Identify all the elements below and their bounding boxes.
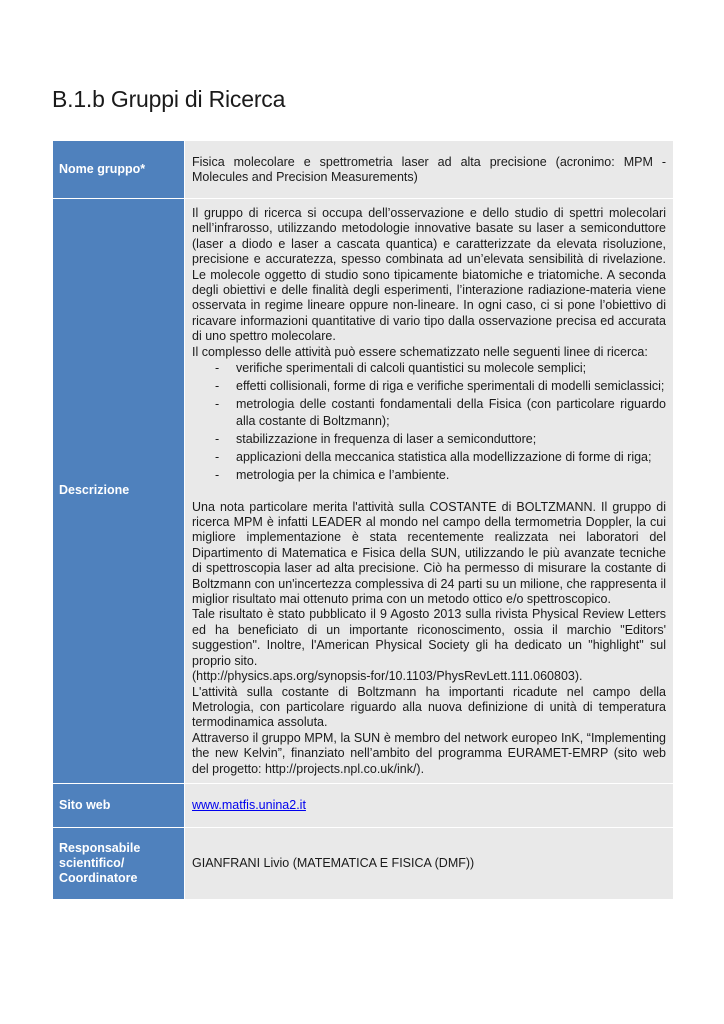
list-item: - stabilizzazione in frequenza di laser a semiconduttore; (215, 431, 666, 449)
sito-web-value (185, 783, 674, 827)
website-link[interactable]: www.matfis.unina2.it (192, 798, 306, 813)
list-item: - metrologia per la chimica e l’ambiente. (215, 467, 666, 485)
responsabile-value: GIANFRANI Livio (MATEMATICA E FISICA (DMF)) (185, 827, 674, 899)
nome-gruppo-value: Fisica molecolare e spettrometria laser ad alta precisione (acronimo: MPM - Molecules and Precision Measurements) (185, 141, 674, 199)
publication-paragraph: Tale risultato è stato pubblicato il 9 Agosto 2013 sulla rivista Physical Review Letters ed ha beneficiato di un importante riconoscimento, ossia il marchio "Editors' suggestion". Inoltre, l'American Physical Society gli ha dedicato un "highlight" sul proprio sito. (192, 607, 666, 668)
paragraph-spacer (192, 485, 666, 500)
table-row-descrizione (53, 199, 674, 784)
research-lines-list (192, 360, 666, 485)
list-item: - applicazioni della meccanica statistica alla modellizzazione di forme di riga; (215, 449, 666, 467)
metrology-paragraph: L'attività sulla costante di Boltzmann ha importanti ricadute nel campo della Metrologia, con particolare riguardo alla nuova definizione di unità di temperatura termodinamica assoluta. (192, 684, 666, 730)
boltzmann-paragraph: Una nota particolare merita l'attività sulla COSTANTE di BOLTZMANN. Il gruppo di ricerca MPM è infatti LEADER al mondo nel campo della termometria Doppler, la cui migliore implementazione è stata recentemente realizzata nei laboratori del Dipartimento di Matematica e Fisica della SUN, utilizzando le più avanzate tecniche di spettroscopia laser ad alta precisione. Ciò ha permesso di misurare la costante di Boltzmann con un'incertezza complessiva di 24 parti su un milione, che rappresenta il miglior risultato mai ottenuto prima con un metodo ottico e/o spettroscopico. (192, 499, 666, 607)
table-row-sito-web (53, 783, 674, 827)
descrizione-label: Descrizione (53, 199, 185, 784)
list-item: - verifiche sperimentali di calcoli quantistici su molecole semplici; (215, 360, 666, 378)
descrizione-intro: Il gruppo di ricerca si occupa dell’osservazione e dello studio di spettri molecolari nell’infrarosso, utilizzando metodologie innovative basate su laser a semiconduttore (laser a diodo e laser a cascata quantica) e caratterizzate da elevata risoluzione, precisione e accuratezza, spesso combinata ad un’elevata sensibilità di rivelazione. Le molecole oggetto di studio sono tipicamente biatomiche e triatomiche. A seconda degli obiettivi e delle finalità degli esperimenti, l’interazione radiazione-materia viene osservata in regime lineare oppure non-lineare. In ogni caso, ci si pone l’obiettivo di ricavare informazioni quantitative di vario tipo dalla osservazione precisa ed accurata di uno spettro molecolare. (192, 206, 666, 344)
research-group-table (52, 140, 674, 900)
list-item: - effetti collisionali, forme di riga e verifiche sperimentali di modelli semiclassici; (215, 378, 666, 396)
sito-web-label: Sito web (53, 783, 185, 827)
list-item: - metrologia delle costanti fondamentali della Fisica (con particolare riguardo alla costante di Boltzmann); (215, 396, 666, 432)
descrizione-list-intro: Il complesso delle attività può essere schematizzato nelle seguenti linee di ricerca: (192, 344, 648, 359)
descrizione-value (185, 199, 674, 784)
table-row-nome-gruppo (53, 141, 674, 199)
nome-gruppo-label: Nome gruppo* (53, 141, 185, 199)
table-row-responsabile (53, 827, 674, 899)
responsabile-label: Responsabile scientifico/ Coordinatore (53, 827, 185, 899)
page-title: B.1.b Gruppi di Ricerca (52, 86, 286, 112)
ink-network-paragraph: Attraverso il gruppo MPM, la SUN è membro del network europeo InK, “Implementing the new Kelvin”, finanziato nell’ambito del programma EURAMET-EMRP (sito web del progetto: http://projects.npl.co.uk/ink/). (192, 730, 666, 776)
aps-link-paragraph: (http://physics.aps.org/synopsis-for/10.1103/PhysRevLett.111.060803). (192, 669, 583, 684)
